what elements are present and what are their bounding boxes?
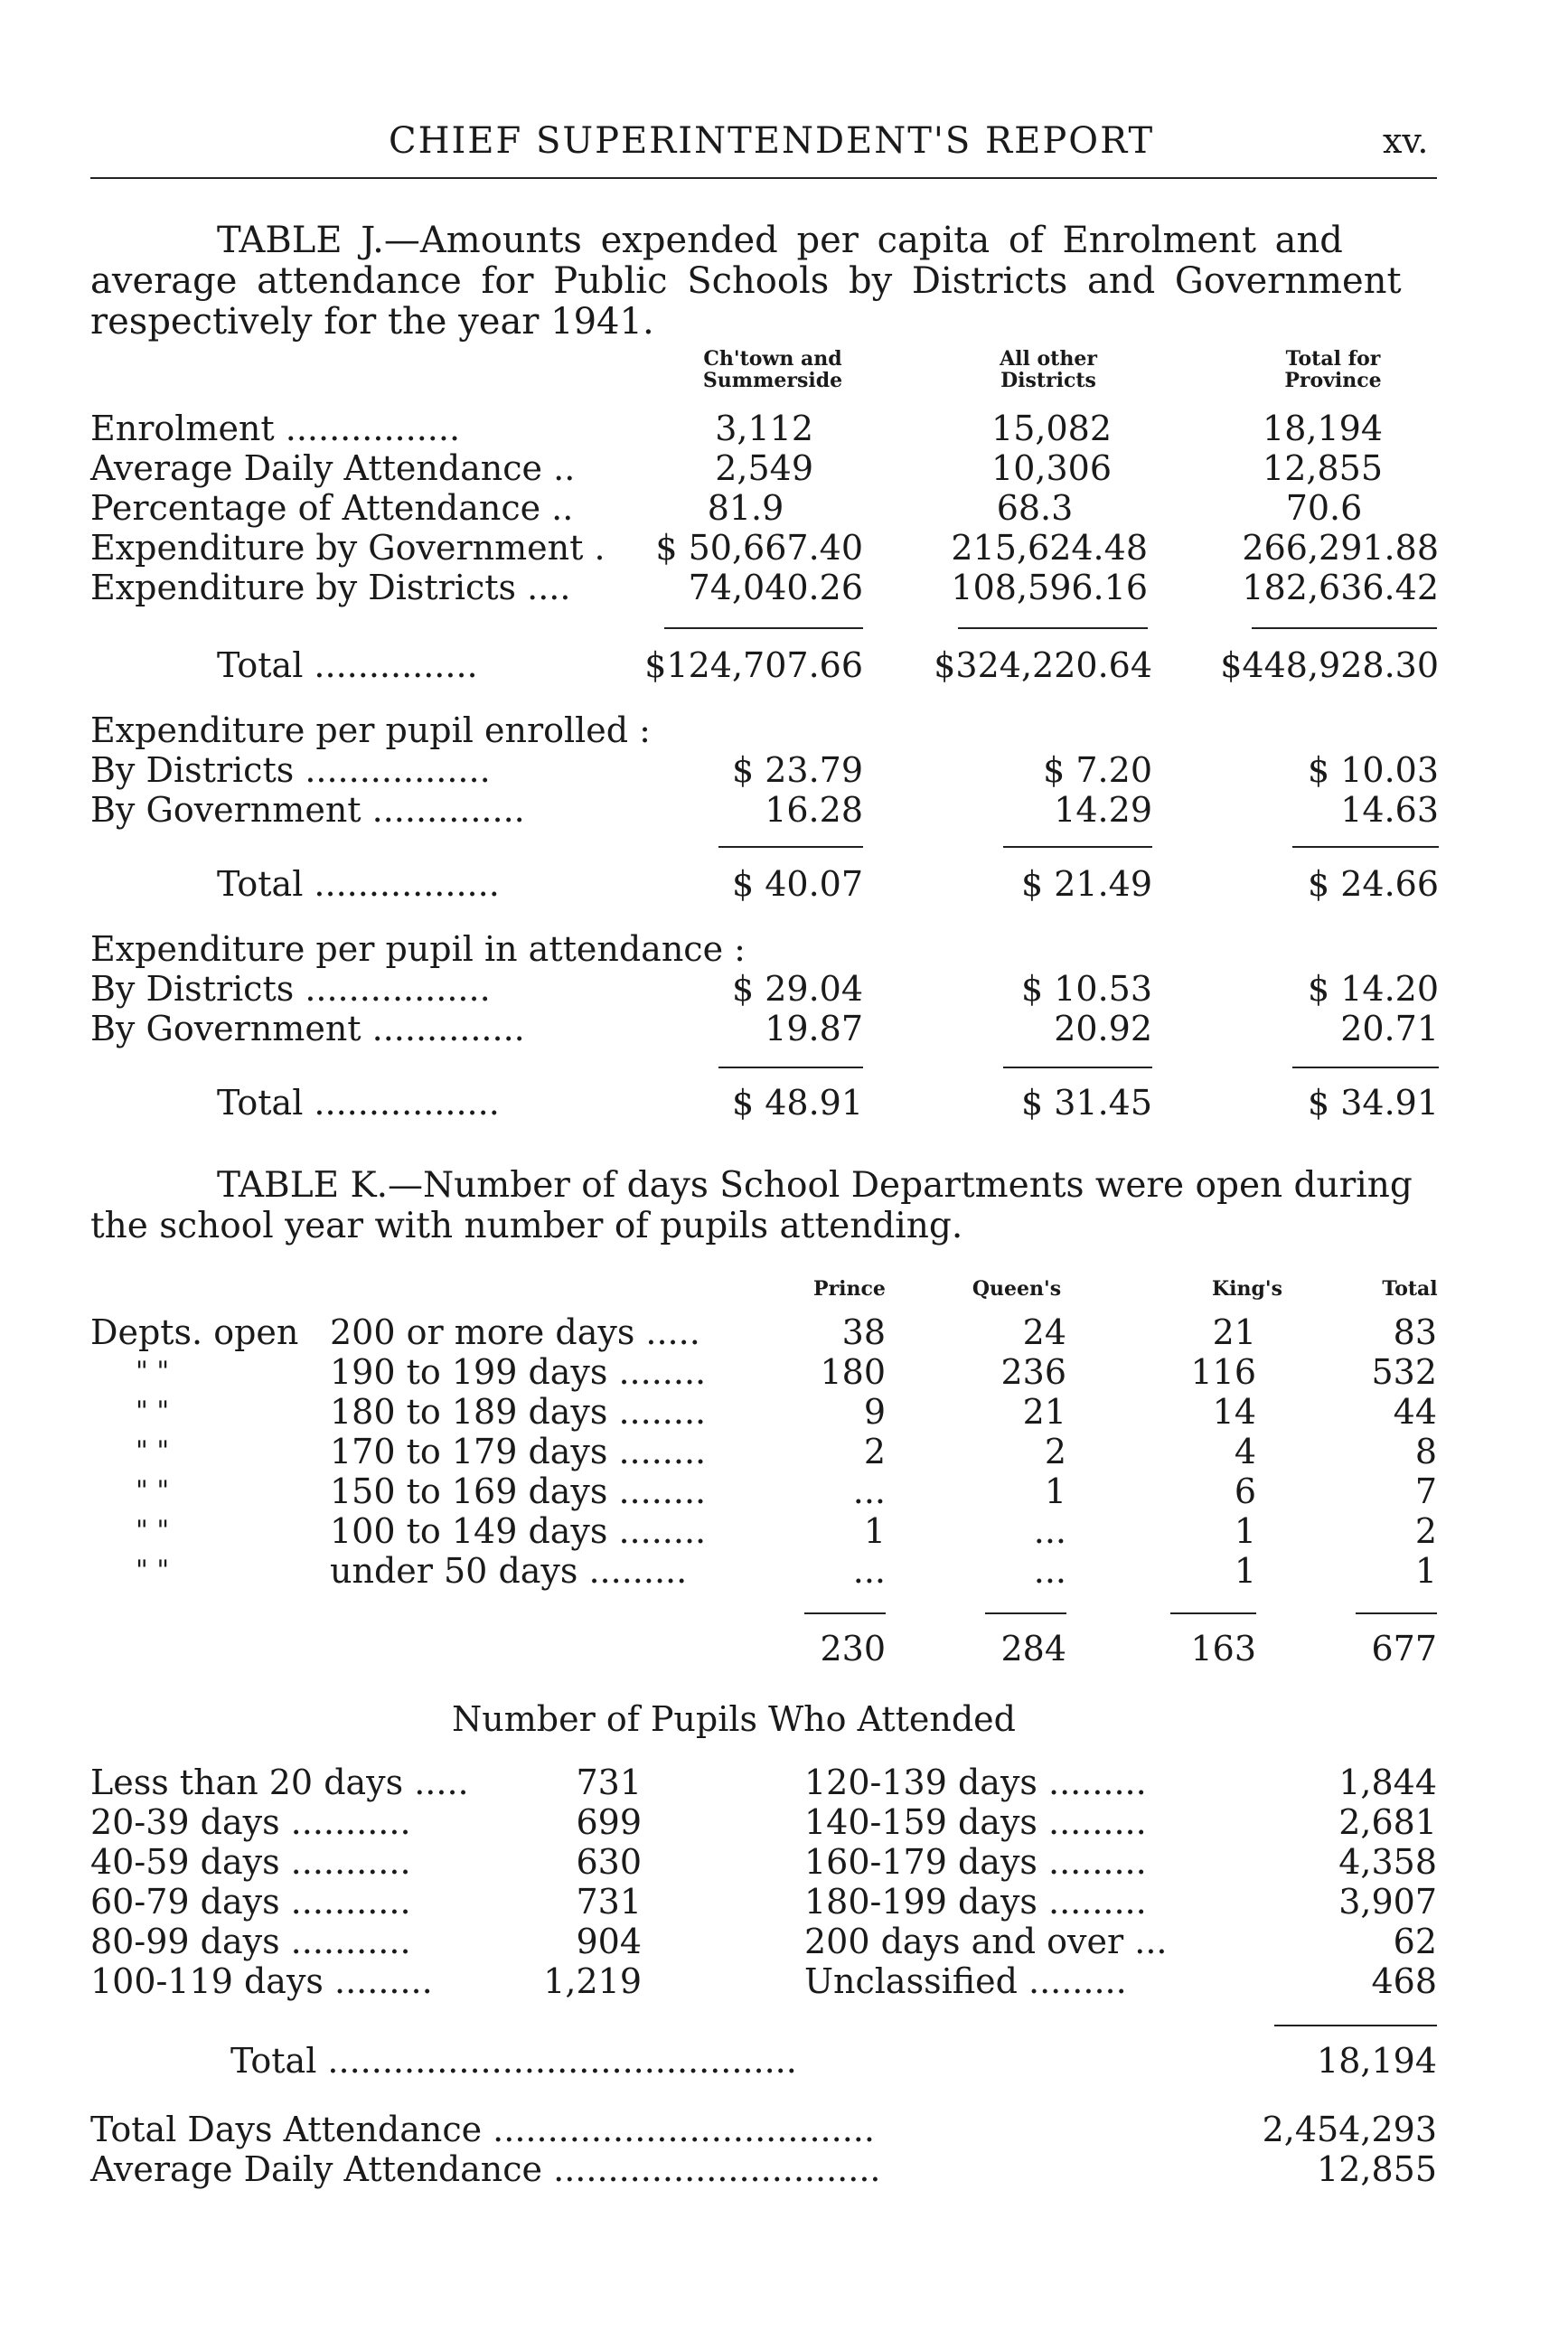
list-item-value: 2,681 (1338, 1802, 1437, 1842)
avg-daily-value: 12,855 (1317, 2149, 1437, 2189)
sum-rule (1274, 2025, 1437, 2026)
list-item-label: 140-159 days ......... (804, 1802, 1147, 1842)
row-prefix: " " (136, 1356, 170, 1387)
row-prefix: " " (136, 1435, 170, 1467)
sum-rule (1292, 1067, 1439, 1068)
pupils-total-value: 18,194 (1317, 2041, 1437, 2081)
total-value: $ 21.49 (1020, 864, 1152, 904)
cell-value: 236 (1000, 1352, 1066, 1392)
list-item-value: 1,219 (543, 1961, 642, 2001)
total-days-value: 2,454,293 (1262, 2110, 1437, 2149)
cell-value: $ 50,667.40 (655, 528, 863, 568)
cell-value: 14.63 (1340, 790, 1439, 830)
cell-value: 215,624.48 (951, 528, 1148, 568)
total-value: $448,928.30 (1220, 645, 1439, 685)
row-label: Average Daily Attendance .. (90, 448, 576, 488)
cell-value: 266,291.88 (1242, 528, 1439, 568)
cell-value: 1 (863, 1511, 886, 1551)
avg-daily-label: Average Daily Attendance .............................. (90, 2149, 881, 2189)
cell-value: 70.6 (1285, 488, 1363, 528)
cell-value: 3,112 (715, 409, 813, 448)
total-value: $ 34.91 (1307, 1083, 1439, 1123)
cell-value: ... (852, 1471, 886, 1511)
per-attendance-heading: Expenditure per pupil in attendance : (90, 929, 746, 969)
cell-value: 18,194 (1263, 409, 1383, 448)
sum-rule (958, 627, 1148, 629)
table-k-header-total: Total (1382, 1277, 1438, 1301)
sum-rule (1292, 846, 1439, 848)
cell-value: 1 (1234, 1511, 1256, 1551)
pupils-total-label: Total ........................................... (230, 2041, 797, 2081)
sum-rule (664, 627, 863, 629)
cell-value: 116 (1190, 1352, 1256, 1392)
cell-value: 15,082 (991, 409, 1112, 448)
cell-value: 24 (1022, 1312, 1066, 1352)
cell-value: 2 (1414, 1511, 1437, 1551)
table-k-header-queens: Queen's (972, 1277, 1062, 1301)
header-rule (90, 177, 1437, 179)
table-j-col2-header-line-2: Districts (1000, 369, 1096, 392)
row-label: Expenditure by Districts .... (90, 568, 571, 607)
row-label: under 50 days ......... (330, 1551, 688, 1591)
cell-value: 2,549 (715, 448, 813, 488)
table-k-caption-line-2: the school year with number of pupils attending. (90, 1206, 963, 1246)
table-j-col3-header-line-2: Province (1284, 369, 1382, 392)
total-value: $ 48.91 (731, 1083, 863, 1123)
row-label: Percentage of Attendance .. (90, 488, 574, 528)
cell-value: $ 29.04 (731, 969, 863, 1009)
total-label: Total ................. (217, 1083, 500, 1123)
table-k-header-kings: King's (1212, 1277, 1282, 1301)
table-j-col1-header-line-1: Ch'town and (703, 347, 842, 371)
page-number: xv. (1383, 121, 1429, 161)
list-item-label: 200 days and over ... (804, 1922, 1168, 1961)
sum-rule (985, 1612, 1066, 1614)
total-value: 163 (1190, 1629, 1256, 1668)
table-j-col2-header-line-1: All other (1000, 347, 1097, 371)
cell-value: 12,855 (1263, 448, 1383, 488)
cell-value: $ 10.53 (1020, 969, 1152, 1009)
cell-value: ... (1033, 1511, 1066, 1551)
sum-rule (1356, 1612, 1437, 1614)
list-item-label: 40-59 days ........... (90, 1842, 411, 1882)
list-item-label: 120-139 days ......... (804, 1762, 1147, 1802)
cell-value: 14.29 (1054, 790, 1152, 830)
table-j-caption-line-1: TABLE J.—Amounts expended per capita of Enrolment and (217, 220, 1343, 261)
list-item-label: Less than 20 days ..... (90, 1762, 469, 1802)
row-label: 200 or more days ..... (330, 1312, 700, 1352)
sum-rule (718, 1067, 863, 1068)
table-k-header-prince: Prince (813, 1277, 886, 1301)
total-value: 284 (1000, 1629, 1066, 1668)
cell-value: 8 (1414, 1432, 1437, 1471)
row-label: Expenditure by Government . (90, 528, 606, 568)
total-value: $324,220.64 (934, 645, 1152, 685)
row-prefix: " " (136, 1396, 170, 1427)
row-label: 190 to 199 days ........ (330, 1352, 707, 1392)
list-item-value: 731 (576, 1882, 642, 1922)
cell-value: 182,636.42 (1242, 568, 1439, 607)
cell-value: 81.9 (707, 488, 784, 528)
cell-value: 2 (863, 1432, 886, 1471)
cell-value: 4 (1234, 1432, 1256, 1471)
total-label: Total ................. (217, 864, 500, 904)
cell-value: 1 (1414, 1551, 1437, 1591)
total-value: $ 24.66 (1307, 864, 1439, 904)
list-item-label: Unclassified ......... (804, 1961, 1127, 2001)
sum-rule (718, 846, 863, 848)
list-item-value: 468 (1371, 1961, 1437, 2001)
cell-value: 1 (1044, 1471, 1066, 1511)
row-label: Enrolment ................ (90, 409, 461, 448)
list-item-value: 3,907 (1338, 1882, 1437, 1922)
cell-value: 108,596.16 (951, 568, 1148, 607)
cell-value: 83 (1393, 1312, 1437, 1352)
total-value: $ 31.45 (1020, 1083, 1152, 1123)
row-label: By Government .............. (90, 790, 525, 830)
list-item-value: 62 (1393, 1922, 1437, 1961)
sum-rule (1252, 627, 1437, 629)
row-prefix: " " (136, 1555, 170, 1586)
cell-value: ... (1033, 1551, 1066, 1591)
cell-value: 9 (863, 1392, 886, 1432)
list-item-label: 20-39 days ........... (90, 1802, 411, 1842)
running-header: CHIEF SUPERINTENDENT'S REPORT (389, 120, 1155, 162)
cell-value: $ 7.20 (1043, 750, 1152, 790)
table-j-col3-header-line-1: Total for (1285, 347, 1381, 371)
row-label: 170 to 179 days ........ (330, 1432, 707, 1471)
cell-value: ... (852, 1551, 886, 1591)
list-item-label: 80-99 days ........... (90, 1922, 411, 1961)
list-item-label: 180-199 days ......... (804, 1882, 1147, 1922)
row-label: By Districts ................. (90, 969, 491, 1009)
total-value: $ 40.07 (731, 864, 863, 904)
table-k-caption-line-1: TABLE K.—Number of days School Departments were open during (217, 1165, 1413, 1206)
row-prefix: Depts. open (90, 1312, 299, 1352)
total-value: 230 (820, 1629, 886, 1668)
cell-value: 44 (1393, 1392, 1437, 1432)
cell-value: $ 23.79 (731, 750, 863, 790)
table-j-caption-line-2: average attendance for Public Schools by Districts and Government (90, 260, 1402, 302)
list-item-value: 630 (576, 1842, 642, 1882)
cell-value: 180 (820, 1352, 886, 1392)
cell-value: 74,040.26 (688, 568, 863, 607)
sum-rule (1170, 1612, 1256, 1614)
list-item-value: 4,358 (1338, 1842, 1437, 1882)
cell-value: 14 (1212, 1392, 1256, 1432)
cell-value: $ 10.03 (1307, 750, 1439, 790)
cell-value: 21 (1212, 1312, 1256, 1352)
total-value: $124,707.66 (644, 645, 863, 685)
sum-rule (1003, 1067, 1152, 1068)
row-label: 100 to 149 days ........ (330, 1511, 707, 1551)
total-label: Total ............... (217, 645, 478, 685)
list-item-value: 904 (576, 1922, 642, 1961)
cell-value: 21 (1022, 1392, 1066, 1432)
row-prefix: " " (136, 1515, 170, 1546)
sum-rule (804, 1612, 886, 1614)
cell-value: 7 (1414, 1471, 1437, 1511)
cell-value: 1 (1234, 1551, 1256, 1591)
table-j-col1-header-line-2: Summerside (702, 369, 843, 392)
pupils-heading: Number of Pupils Who Attended (452, 1699, 1016, 1739)
per-enrolled-heading: Expenditure per pupil enrolled : (90, 710, 651, 750)
list-item-value: 1,844 (1338, 1762, 1437, 1802)
row-label: 150 to 169 days ........ (330, 1471, 707, 1511)
list-item-label: 100-119 days ......... (90, 1961, 433, 2001)
cell-value: 532 (1371, 1352, 1437, 1392)
cell-value: $ 14.20 (1307, 969, 1439, 1009)
table-j-caption-line-3: respectively for the year 1941. (90, 301, 654, 343)
cell-value: 20.92 (1054, 1009, 1152, 1048)
cell-value: 68.3 (996, 488, 1074, 528)
total-value: 677 (1371, 1629, 1437, 1668)
cell-value: 19.87 (765, 1009, 863, 1048)
cell-value: 38 (841, 1312, 886, 1352)
list-item-value: 699 (576, 1802, 642, 1842)
list-item-label: 160-179 days ......... (804, 1842, 1147, 1882)
cell-value: 10,306 (991, 448, 1112, 488)
cell-value: 20.71 (1340, 1009, 1439, 1048)
list-item-label: 60-79 days ........... (90, 1882, 411, 1922)
cell-value: 2 (1044, 1432, 1066, 1471)
sum-rule (1003, 846, 1152, 848)
row-label: By Government .............. (90, 1009, 525, 1048)
cell-value: 16.28 (765, 790, 863, 830)
list-item-value: 731 (576, 1762, 642, 1802)
row-label: 180 to 189 days ........ (330, 1392, 707, 1432)
row-label: By Districts ................. (90, 750, 491, 790)
cell-value: 6 (1234, 1471, 1256, 1511)
row-prefix: " " (136, 1475, 170, 1507)
total-days-label: Total Days Attendance ................................... (90, 2110, 875, 2149)
